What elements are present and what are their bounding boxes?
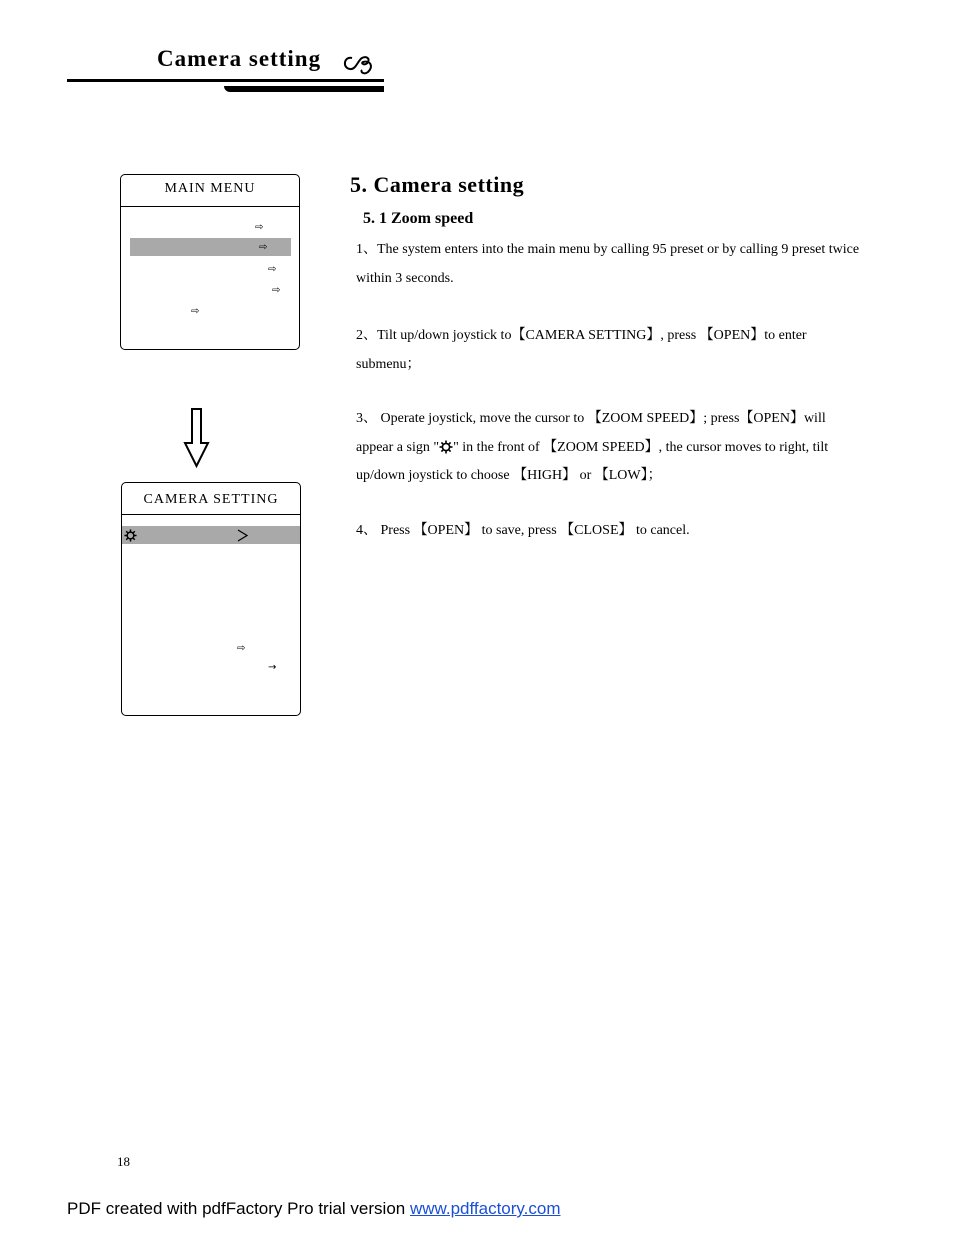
cursor-pointer-icon [237,529,248,542]
camera-setting-menu-title: CAMERA SETTING [143,492,279,507]
footer-text: PDF created with pdfFactory Pro trial version [67,1199,410,1218]
header-rule [67,79,384,82]
submenu-arrow-icon: ⇨ [268,264,277,275]
submenu-arrow-icon: ⇨ [259,242,268,253]
submenu-arrow-icon: ⇨ [237,643,246,654]
submenu-arrow-icon: ⇨ [272,285,281,296]
camera-setting-menu-box [121,482,301,716]
page-number: 18 [117,1154,130,1169]
main-menu-title: MAIN MENU [164,181,256,196]
header-rule-thick [224,86,384,92]
gear-sign-icon [439,440,453,454]
submenu-arrow-icon: ⇨ [255,222,264,233]
step-4-text: 4、 Press 【OPEN】 to save, press 【CLOSE】 to cancel. [356,523,690,538]
down-arrow-icon [183,408,210,468]
header-logo-icon [340,50,376,76]
page-header-title: Camera setting [157,46,322,71]
step-3-text-b: " in the front of 【ZOOM SPEED】, the cursor moves to right, tilt up/down joystick to choose 【HIGH】 or 【LOW】； [356,439,829,483]
submenu-arrow-icon: → [268,662,277,673]
menu-highlight-bar [122,526,300,544]
divider [121,206,299,207]
submenu-arrow-icon: ⇨ [191,306,200,317]
gear-cursor-icon [124,529,137,542]
footer-link[interactable]: www.pdffactory.com [409,1199,561,1218]
main-menu-box [120,174,300,350]
pdf-footer [67,1199,561,1219]
step-3-text-a: 3、 Operate joystick, move the cursor to 【ZOOM SPEED】; press【OPEN】will appear a sign " [356,411,826,455]
divider [122,514,300,515]
step-3-text [356,405,861,491]
subsection-title: 5. 1 Zoom speed [363,210,474,227]
step-1-text: 1、The system enters into the main menu by calling 95 preset or by calling 9 preset twice within 3 seconds. [356,242,860,286]
section-title: 5. Camera setting [350,172,525,197]
step-2-text: 2、Tilt up/down joystick to【CAMERA SETTING】, press 【OPEN】to enter submenu； [356,328,807,372]
